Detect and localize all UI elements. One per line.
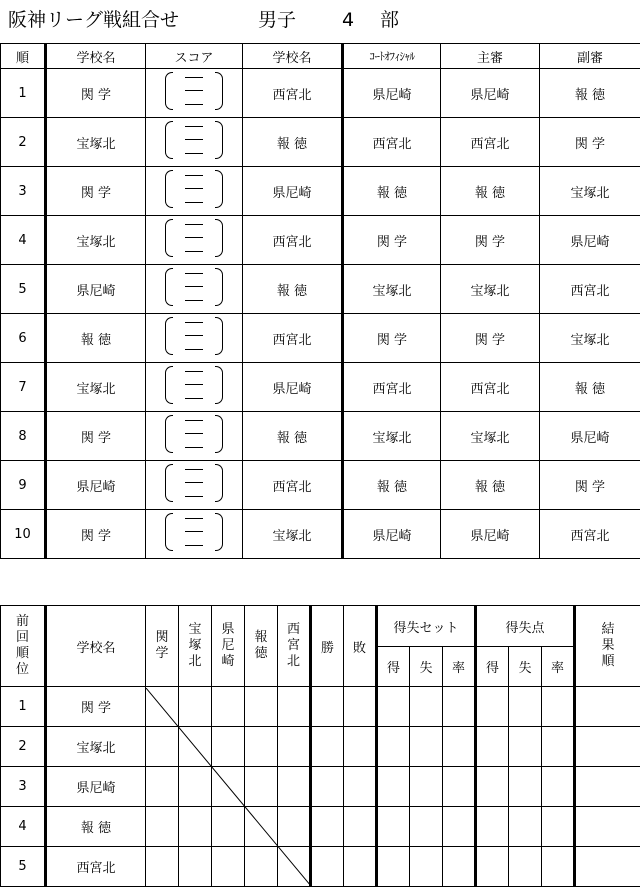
points-rate-cell [542, 727, 575, 767]
assistant-cell: 報 徳 [540, 363, 640, 412]
assistant-cell: 県尼崎 [540, 412, 640, 461]
left-bracket [165, 121, 173, 159]
final-rank-cell [575, 767, 640, 807]
court-official-cell: 関 学 [343, 216, 441, 265]
title-division: 部 [380, 9, 400, 31]
header-opp-label: 西宮北 [286, 622, 300, 669]
result-vs-cell [212, 727, 245, 767]
order-cell: 1 [1, 69, 46, 118]
left-bracket [165, 513, 173, 551]
score-dash [185, 469, 203, 470]
header-points-rate: 率 [542, 647, 575, 687]
right-bracket [215, 513, 223, 551]
referee-cell: 西宮北 [441, 363, 540, 412]
header-order: 順 [1, 44, 46, 69]
referee-cell: 県尼崎 [441, 69, 540, 118]
referee-cell: 宝塚北 [441, 412, 540, 461]
score-dash [185, 496, 203, 497]
schedule-row [1, 265, 640, 314]
schedule-row [1, 167, 640, 216]
result-vs-cell [146, 687, 179, 727]
score-dash [185, 482, 203, 483]
loss-cell [344, 727, 377, 767]
score-dash [185, 104, 203, 105]
header-prev-rank-label: 前回順位 [15, 614, 29, 677]
schedule-row [1, 363, 640, 412]
result-vs-cell [212, 767, 245, 807]
schedule-row [1, 69, 640, 118]
score-dash [185, 335, 203, 336]
result-vs-cell [278, 727, 311, 767]
score-cell [146, 363, 243, 412]
school-b-cell: 西宮北 [243, 461, 343, 510]
result-vs-cell [212, 687, 245, 727]
score-bracket [163, 461, 225, 505]
win-cell [311, 767, 344, 807]
score-dash [185, 349, 203, 350]
points-lose-cell [509, 847, 542, 887]
right-bracket [215, 72, 223, 110]
score-cell [146, 167, 243, 216]
schedule-row [1, 118, 640, 167]
court-official-cell: 報 徳 [343, 461, 441, 510]
sets-gain-cell [377, 847, 410, 887]
header-sets-rate: 率 [443, 647, 476, 687]
score-dash [185, 175, 203, 176]
score-dash [185, 371, 203, 372]
loss-cell [344, 767, 377, 807]
assistant-cell: 報 徳 [540, 69, 640, 118]
header-school-a: 学校名 [46, 44, 146, 69]
points-lose-cell [509, 807, 542, 847]
referee-cell: 宝塚北 [441, 265, 540, 314]
header-sets-gain: 得 [377, 647, 410, 687]
final-rank-cell [575, 727, 640, 767]
assistant-cell: 県尼崎 [540, 216, 640, 265]
school-a-cell: 関 学 [46, 510, 146, 559]
sets-lose-cell [410, 767, 443, 807]
assistant-cell: 宝塚北 [540, 314, 640, 363]
header-points-lose: 失 [509, 647, 542, 687]
sets-lose-cell [410, 807, 443, 847]
school-a-cell: 関 学 [46, 167, 146, 216]
sets-gain-cell [377, 727, 410, 767]
header-referee: 主審 [441, 44, 540, 69]
score-dash [185, 251, 203, 252]
referee-cell: 報 徳 [441, 167, 540, 216]
points-rate-cell [542, 807, 575, 847]
school-cell: 関 学 [46, 687, 146, 727]
order-cell: 6 [1, 314, 46, 363]
sets-rate-cell [443, 687, 476, 727]
left-bracket [165, 366, 173, 404]
school-b-cell: 県尼崎 [243, 167, 343, 216]
result-vs-cell [146, 767, 179, 807]
header-result-label: 結果順 [601, 622, 615, 669]
header-opp-4 [278, 606, 311, 687]
schedule-header-row [1, 44, 640, 69]
left-bracket [165, 219, 173, 257]
title-gender: 男子 [258, 9, 297, 31]
school-a-cell: 県尼崎 [46, 265, 146, 314]
sets-lose-cell [410, 847, 443, 887]
schedule-row [1, 510, 640, 559]
score-cell [146, 216, 243, 265]
points-gain-cell [476, 807, 509, 847]
header-court-official: ｺｰﾄｵﾌｨｼｬﾙ [343, 44, 441, 69]
court-official-cell: 西宮北 [343, 363, 441, 412]
order-cell: 4 [1, 216, 46, 265]
court-official-cell: 報 徳 [343, 167, 441, 216]
school-cell: 県尼崎 [46, 767, 146, 807]
score-bracket [163, 265, 225, 309]
result-vs-cell [179, 687, 212, 727]
right-bracket [215, 219, 223, 257]
score-dash [185, 384, 203, 385]
rank-cell: 2 [1, 727, 46, 767]
school-a-cell: 宝塚北 [46, 118, 146, 167]
score-bracket [163, 167, 225, 211]
points-rate-cell [542, 687, 575, 727]
result-vs-cell [245, 847, 278, 887]
school-cell: 報 徳 [46, 807, 146, 847]
left-bracket [165, 317, 173, 355]
points-gain-cell [476, 847, 509, 887]
score-cell [146, 118, 243, 167]
right-bracket [215, 366, 223, 404]
score-dash [185, 531, 203, 532]
sets-gain-cell [377, 807, 410, 847]
assistant-cell: 宝塚北 [540, 167, 640, 216]
loss-cell [344, 687, 377, 727]
left-bracket [165, 268, 173, 306]
score-bracket [163, 118, 225, 162]
score-dash [185, 286, 203, 287]
score-dash [185, 202, 203, 203]
header-points: 得失点 [476, 606, 575, 647]
score-dash [185, 398, 203, 399]
school-b-cell: 報 徳 [243, 118, 343, 167]
result-vs-cell [278, 847, 311, 887]
header-sets-lose: 失 [410, 647, 443, 687]
result-vs-cell [245, 767, 278, 807]
referee-cell: 関 学 [441, 216, 540, 265]
school-a-cell: 関 学 [46, 69, 146, 118]
order-cell: 9 [1, 461, 46, 510]
result-vs-cell [212, 807, 245, 847]
header-opp-3 [245, 606, 278, 687]
header-school: 学校名 [46, 606, 146, 687]
referee-cell: 県尼崎 [441, 510, 540, 559]
page-title [8, 6, 628, 34]
score-dash [185, 139, 203, 140]
school-b-cell: 西宮北 [243, 314, 343, 363]
result-vs-cell [179, 727, 212, 767]
points-lose-cell [509, 727, 542, 767]
result-vs-cell [278, 807, 311, 847]
points-gain-cell [476, 767, 509, 807]
left-bracket [165, 415, 173, 453]
points-lose-cell [509, 767, 542, 807]
score-dash [185, 153, 203, 154]
order-cell: 5 [1, 265, 46, 314]
sets-lose-cell [410, 727, 443, 767]
school-b-cell: 報 徳 [243, 265, 343, 314]
right-bracket [215, 268, 223, 306]
result-vs-cell [245, 807, 278, 847]
rank-cell: 4 [1, 807, 46, 847]
sets-gain-cell [377, 767, 410, 807]
score-cell [146, 461, 243, 510]
result-vs-cell [179, 847, 212, 887]
final-rank-cell [575, 847, 640, 887]
right-bracket [215, 317, 223, 355]
header-points-gain: 得 [476, 647, 509, 687]
header-opp-label: 県尼崎 [221, 622, 235, 669]
sets-lose-cell [410, 687, 443, 727]
school-cell: 宝塚北 [46, 727, 146, 767]
left-bracket [165, 170, 173, 208]
referee-cell: 関 学 [441, 314, 540, 363]
referee-cell: 報 徳 [441, 461, 540, 510]
score-bracket [163, 510, 225, 554]
assistant-cell: 西宮北 [540, 510, 640, 559]
sets-rate-cell [443, 847, 476, 887]
court-official-cell: 宝塚北 [343, 412, 441, 461]
school-b-cell: 西宮北 [243, 216, 343, 265]
header-assistant: 副審 [540, 44, 640, 69]
order-cell: 3 [1, 167, 46, 216]
loss-cell [344, 847, 377, 887]
standings-row [1, 847, 640, 887]
result-vs-cell [179, 807, 212, 847]
order-cell: 8 [1, 412, 46, 461]
points-rate-cell [542, 847, 575, 887]
standings-row [1, 687, 640, 727]
header-opp-2 [212, 606, 245, 687]
score-dash [185, 126, 203, 127]
left-bracket [165, 72, 173, 110]
order-cell: 10 [1, 510, 46, 559]
header-result [575, 606, 640, 687]
score-cell [146, 412, 243, 461]
result-vs-cell [278, 687, 311, 727]
header-loss: 敗 [344, 606, 377, 687]
points-lose-cell [509, 687, 542, 727]
schedule-row [1, 216, 640, 265]
court-official-cell: 関 学 [343, 314, 441, 363]
sets-rate-cell [443, 727, 476, 767]
sets-rate-cell [443, 807, 476, 847]
result-vs-cell [146, 847, 179, 887]
school-b-cell: 県尼崎 [243, 363, 343, 412]
score-dash [185, 518, 203, 519]
score-dash [185, 433, 203, 434]
right-bracket [215, 170, 223, 208]
standings-row [1, 767, 640, 807]
title-main: 阪神リーグ戦組合せ [8, 9, 180, 31]
assistant-cell: 西宮北 [540, 265, 640, 314]
school-cell: 西宮北 [46, 847, 146, 887]
result-vs-cell [212, 847, 245, 887]
school-b-cell: 西宮北 [243, 69, 343, 118]
header-sets: 得失セット [377, 606, 476, 647]
assistant-cell: 関 学 [540, 461, 640, 510]
referee-cell: 西宮北 [441, 118, 540, 167]
standings-header-row-1 [1, 606, 640, 647]
right-bracket [215, 121, 223, 159]
standings-row [1, 727, 640, 767]
header-opp-0 [146, 606, 179, 687]
final-rank-cell [575, 687, 640, 727]
title-number: 4 [342, 9, 355, 31]
win-cell [311, 807, 344, 847]
win-cell [311, 727, 344, 767]
school-a-cell: 宝塚北 [46, 216, 146, 265]
result-vs-cell [146, 727, 179, 767]
header-opp-label: 報徳 [254, 630, 268, 661]
school-b-cell: 報 徳 [243, 412, 343, 461]
assistant-cell: 関 学 [540, 118, 640, 167]
score-dash [185, 224, 203, 225]
score-bracket [163, 69, 225, 113]
rank-cell: 3 [1, 767, 46, 807]
result-vs-cell [245, 687, 278, 727]
points-gain-cell [476, 727, 509, 767]
score-dash [185, 447, 203, 448]
result-vs-cell [146, 807, 179, 847]
score-dash [185, 188, 203, 189]
score-cell [146, 69, 243, 118]
win-cell [311, 847, 344, 887]
right-bracket [215, 464, 223, 502]
school-a-cell: 県尼崎 [46, 461, 146, 510]
left-bracket [165, 464, 173, 502]
rank-cell: 1 [1, 687, 46, 727]
score-bracket [163, 216, 225, 260]
result-vs-cell [245, 727, 278, 767]
order-cell: 7 [1, 363, 46, 412]
header-score: スコア [146, 44, 243, 69]
header-prev-rank [1, 606, 46, 687]
school-b-cell: 宝塚北 [243, 510, 343, 559]
schedule-table [0, 43, 640, 559]
score-dash [185, 237, 203, 238]
schedule-row [1, 412, 640, 461]
schedule-row [1, 314, 640, 363]
result-vs-cell [278, 767, 311, 807]
header-opp-label: 宝塚北 [188, 622, 202, 669]
order-cell: 2 [1, 118, 46, 167]
score-dash [185, 77, 203, 78]
court-official-cell: 宝塚北 [343, 265, 441, 314]
score-bracket [163, 314, 225, 358]
score-dash [185, 545, 203, 546]
score-bracket [163, 412, 225, 456]
score-bracket [163, 363, 225, 407]
score-cell [146, 314, 243, 363]
header-opp-label: 関学 [155, 630, 169, 661]
schedule-row [1, 461, 640, 510]
header-win: 勝 [311, 606, 344, 687]
standings-row [1, 807, 640, 847]
score-dash [185, 420, 203, 421]
score-dash [185, 90, 203, 91]
score-cell [146, 265, 243, 314]
header-opp-1 [179, 606, 212, 687]
standings-table [0, 605, 640, 887]
result-vs-cell [179, 767, 212, 807]
sets-rate-cell [443, 767, 476, 807]
score-dash [185, 273, 203, 274]
points-gain-cell [476, 687, 509, 727]
court-official-cell: 西宮北 [343, 118, 441, 167]
score-dash [185, 322, 203, 323]
court-official-cell: 県尼崎 [343, 510, 441, 559]
right-bracket [215, 415, 223, 453]
score-cell [146, 510, 243, 559]
final-rank-cell [575, 807, 640, 847]
score-dash [185, 300, 203, 301]
school-a-cell: 宝塚北 [46, 363, 146, 412]
rank-cell: 5 [1, 847, 46, 887]
sets-gain-cell [377, 687, 410, 727]
school-a-cell: 関 学 [46, 412, 146, 461]
court-official-cell: 県尼崎 [343, 69, 441, 118]
points-rate-cell [542, 767, 575, 807]
loss-cell [344, 807, 377, 847]
win-cell [311, 687, 344, 727]
school-a-cell: 報 徳 [46, 314, 146, 363]
header-school-b: 学校名 [243, 44, 343, 69]
